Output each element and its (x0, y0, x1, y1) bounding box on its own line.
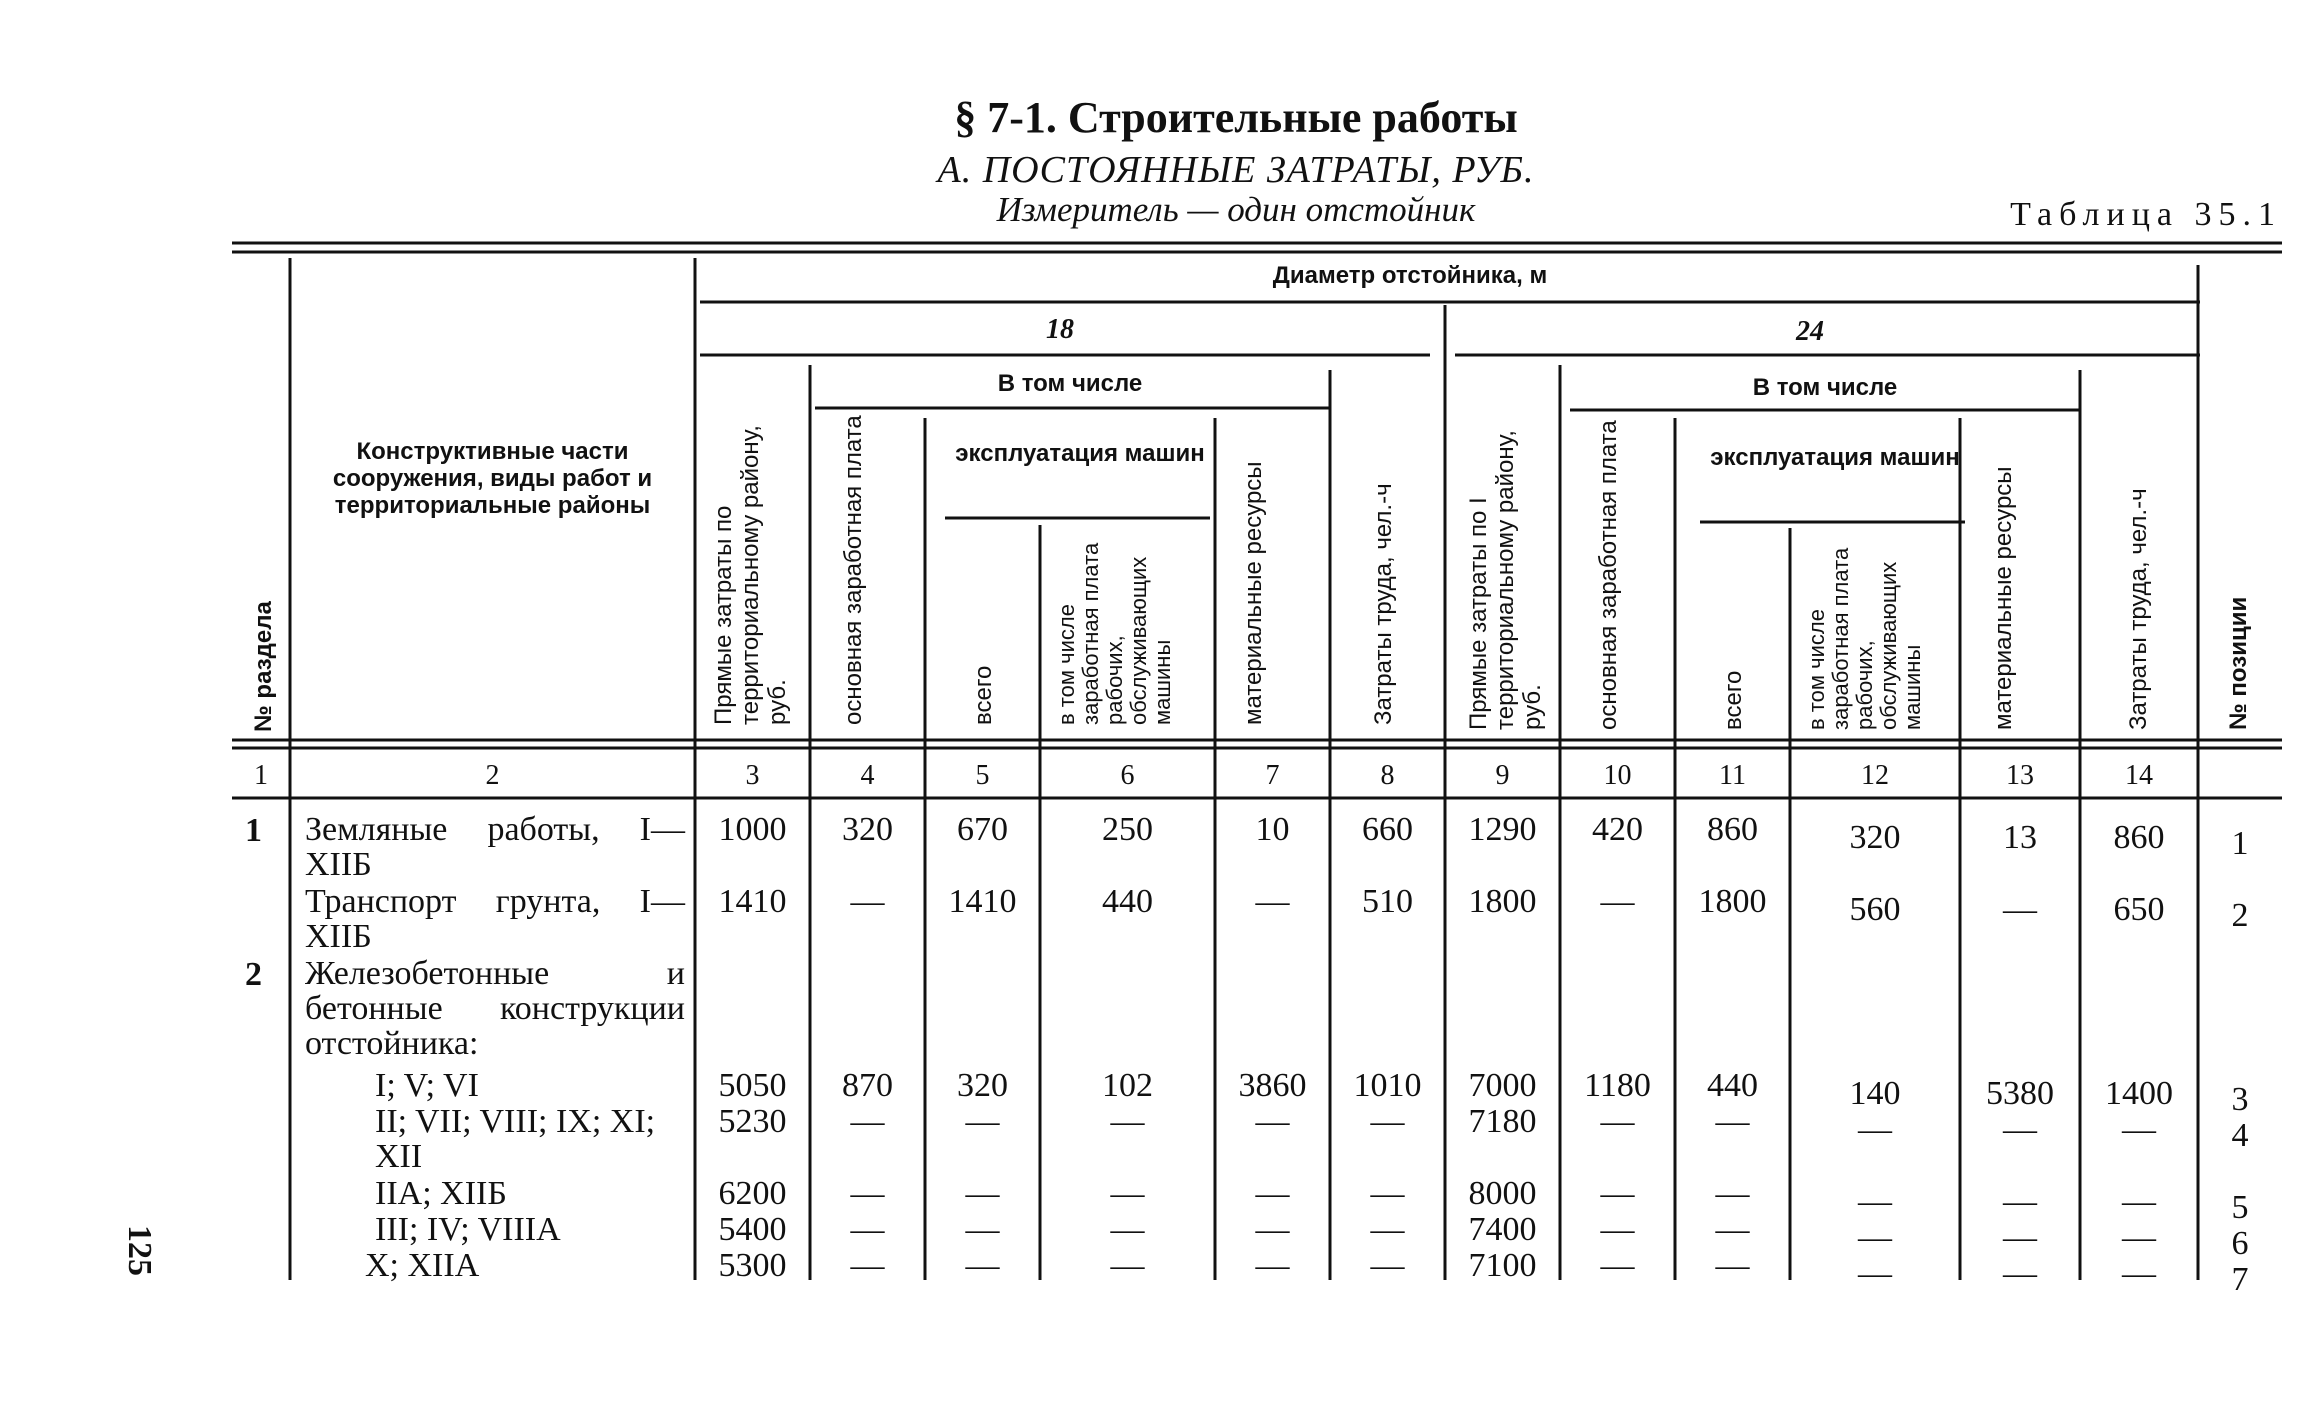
header-machines-24: эксплуатация машин (1710, 444, 1960, 471)
column-number: 5 (975, 760, 990, 791)
column-number: 13 (2006, 760, 2034, 791)
page-number: 125 (121, 1225, 158, 1276)
position-number: 4 (2231, 1117, 2249, 1154)
table-cell: 870 (842, 1067, 893, 1104)
table-cell: — (2003, 1183, 2037, 1220)
table-cell: — (1110, 1103, 1145, 1140)
table-cell: 440 (1707, 1067, 1758, 1104)
table-cell: — (850, 1103, 885, 1140)
header-total-18: всего (970, 665, 997, 725)
header-diameter: Диаметр отстойника, м (1272, 262, 1548, 289)
table-cell: 1180 (1584, 1067, 1651, 1104)
table-cell: 1410 (948, 883, 1017, 920)
header-direct-18: Прямые затраты по территориальному району, руб. (710, 425, 791, 725)
work-description: Земляные работы, I—XIIБ (305, 811, 685, 883)
position-number: 3 (2231, 1081, 2249, 1118)
table-cell: — (1858, 1111, 1892, 1148)
table-cell: — (1600, 1103, 1635, 1140)
table-cell: 1800 (1698, 883, 1767, 920)
position-number: 5 (2231, 1189, 2249, 1226)
table-cell: — (1858, 1183, 1892, 1220)
table-cell: 1400 (2105, 1075, 2173, 1112)
column-number: 9 (1495, 760, 1510, 791)
work-description: Транспорт грунта, I—XIIБ (305, 883, 685, 955)
work-description: I; V; VI (375, 1067, 479, 1104)
table-cell: — (1715, 1103, 1750, 1140)
measure-unit: Измеритель — один отстойник (996, 190, 1476, 229)
column-number: 8 (1380, 760, 1395, 791)
position-number: 2 (2231, 897, 2249, 934)
header-section-no: № раздела (250, 601, 277, 732)
work-description: II; VII; VIII; IX; XI; XII (375, 1103, 656, 1175)
header-d24: 24 (1796, 316, 1824, 347)
page-subtitle: А. ПОСТОЯННЫЕ ЗАТРАТЫ, РУБ. (937, 149, 1535, 191)
table-cell: — (1370, 1211, 1405, 1248)
table-cell: — (2003, 1219, 2037, 1256)
table-cell: — (2003, 1255, 2037, 1292)
table-cell: — (2122, 1183, 2156, 1220)
table-cell: 8000 (1468, 1175, 1537, 1212)
table-cell: 102 (1102, 1067, 1153, 1104)
table-cell: — (850, 883, 885, 920)
table-cell: 320 (842, 811, 893, 848)
table-cell: — (1858, 1219, 1892, 1256)
table-cell: — (1255, 1211, 1290, 1248)
table-cell: — (1370, 1103, 1405, 1140)
table-cell: — (965, 1211, 1000, 1248)
table-cell: — (2122, 1255, 2156, 1292)
table-cell: 860 (1707, 811, 1758, 848)
table-cell: — (965, 1103, 1000, 1140)
table-cell: — (850, 1247, 885, 1284)
table-cell: — (1600, 1175, 1635, 1212)
column-number: 11 (1719, 760, 1746, 791)
table-cell: 1000 (718, 811, 787, 848)
table-cell: 1010 (1353, 1067, 1422, 1104)
table-cell: 13 (2003, 819, 2037, 856)
header-materials-24: материальные ресурсы (1990, 466, 2017, 730)
header-wage-24: основная заработная плата (1595, 420, 1622, 730)
table-cell: — (1600, 1247, 1635, 1284)
table-cell: 1800 (1468, 883, 1537, 920)
header-machines-18: эксплуатация машин (955, 440, 1205, 467)
header-incl-18: В том числе (997, 370, 1143, 397)
table-cell: 5300 (718, 1247, 787, 1284)
table-cell: 860 (2113, 819, 2165, 856)
table-cell: — (2122, 1111, 2156, 1148)
header-labor-24: Затраты труда, чел.-ч (2125, 488, 2152, 730)
table-cell: 660 (1362, 811, 1413, 848)
table-number: Таблица 35.1 (2010, 196, 2282, 233)
header-d18: 18 (1046, 314, 1074, 345)
table-cell: 5230 (718, 1103, 787, 1140)
position-number: 7 (2231, 1261, 2249, 1298)
section-number: 1 (245, 812, 262, 849)
header-parts: Конструктивные части сооружения, виды работ и территориальные районы (332, 438, 653, 519)
table-cell: — (1370, 1247, 1405, 1284)
page-title: § 7-1. Строительные работы (954, 93, 1518, 142)
table-cell: 420 (1592, 811, 1643, 848)
table-cell: 10 (1255, 811, 1290, 848)
table-cell: — (965, 1247, 1000, 1284)
table-cell: — (1370, 1175, 1405, 1212)
table-cell: 5050 (718, 1067, 787, 1104)
header-incl-wage-24: в том числе заработная плата рабочих, обслуживающих машины (1804, 547, 1925, 730)
table-cell: — (1110, 1247, 1145, 1284)
table-cell: 140 (1849, 1075, 1901, 1112)
section-number: 2 (245, 956, 262, 993)
position-number: 1 (2231, 825, 2249, 862)
table-cell: 560 (1849, 891, 1901, 928)
table-cell: 7180 (1468, 1103, 1537, 1140)
header-direct-24: Прямые затраты по I территориальному району, руб. (1465, 430, 1546, 730)
table-cell: — (1255, 883, 1290, 920)
work-description: IIА; XIIБ (375, 1175, 507, 1212)
work-description: Железобетонные и бетонные конструкции отстойника: (305, 955, 685, 1062)
column-number: 14 (2125, 760, 2153, 791)
table-cell: 1290 (1468, 811, 1537, 848)
column-number: 1 (254, 760, 268, 791)
header-wage-18: основная заработная плата (840, 415, 867, 725)
table-cell: — (2122, 1219, 2156, 1256)
column-number: 6 (1120, 760, 1135, 791)
column-number: 12 (1861, 760, 1889, 791)
table-cell: — (1715, 1175, 1750, 1212)
column-number: 3 (745, 760, 760, 791)
table-cell: — (1255, 1103, 1290, 1140)
header-labor-18: Затраты труда, чел.-ч (1370, 483, 1397, 725)
table-cell: — (1858, 1255, 1892, 1292)
table-cell: — (850, 1175, 885, 1212)
table-cell: 320 (957, 1067, 1008, 1104)
table-cell: 510 (1362, 883, 1413, 920)
column-number: 7 (1265, 760, 1280, 791)
header-materials-18: материальные ресурсы (1240, 461, 1267, 725)
table-cell: 1410 (718, 883, 787, 920)
column-number: 10 (1603, 760, 1632, 791)
column-number: 2 (485, 760, 500, 791)
position-number: 6 (2231, 1225, 2249, 1262)
table-cell: 5380 (1986, 1075, 2054, 1112)
column-number: 4 (860, 760, 875, 791)
table-cell: — (2003, 1111, 2037, 1148)
header-incl-24: В том числе (1752, 374, 1898, 401)
table-cell: 6200 (718, 1175, 787, 1212)
table-cell: — (1255, 1247, 1290, 1284)
work-description: III; IV; VIIIА (375, 1211, 561, 1248)
header-incl-wage-18: в том числе заработная плата рабочих, обслуживающих машины (1054, 542, 1175, 725)
table-cell: 7100 (1468, 1247, 1537, 1284)
table-cell: 670 (957, 811, 1008, 848)
table-cell: 440 (1102, 883, 1153, 920)
table-cell: 7000 (1468, 1067, 1537, 1104)
header-total-24: всего (1720, 670, 1747, 730)
table-cell: — (1110, 1211, 1145, 1248)
table-cell: — (1600, 1211, 1635, 1248)
table-cell: — (1715, 1211, 1750, 1248)
table-cell: 7400 (1468, 1211, 1537, 1248)
table-cell: — (965, 1175, 1000, 1212)
table-cell: — (1715, 1247, 1750, 1284)
table-cell: — (1110, 1175, 1145, 1212)
header-position: № позиции (2225, 596, 2252, 730)
table-cell: 3860 (1238, 1067, 1307, 1104)
table-cell: — (850, 1211, 885, 1248)
table-cell: — (2003, 891, 2037, 928)
table-cell: — (1255, 1175, 1290, 1212)
work-description: X; XIIА (365, 1247, 480, 1284)
table-cell: 250 (1102, 811, 1153, 848)
table-cell: 320 (1849, 819, 1901, 856)
table-cell: — (1600, 883, 1635, 920)
table-cell: 5400 (718, 1211, 787, 1248)
table-cell: 650 (2113, 891, 2165, 928)
